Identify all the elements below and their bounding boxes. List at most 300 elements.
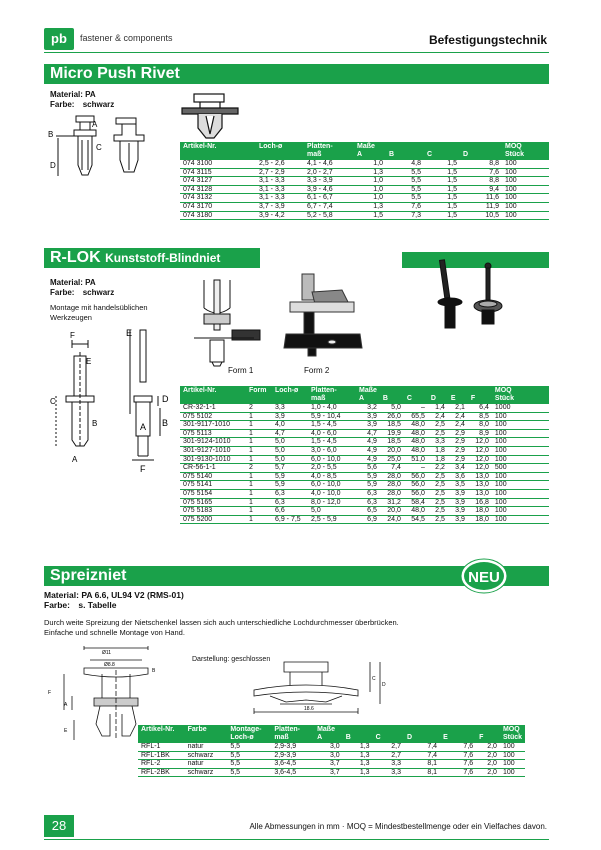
table-cell: 074 3128 xyxy=(180,185,256,194)
table-row xyxy=(180,515,549,524)
desc-line2: Einfache und schnelle Montage von Hand. xyxy=(44,628,185,637)
table-cell: 65,5 xyxy=(404,412,428,421)
table-cell: 1 xyxy=(246,498,272,507)
material-block-rlok xyxy=(50,278,114,298)
table-cell: 3,3 - 3,9 xyxy=(304,177,354,186)
table-cell: 19,9 xyxy=(380,429,404,438)
table-cell: 26,0 xyxy=(380,412,404,421)
col-header: D xyxy=(430,395,436,402)
new-badge xyxy=(460,558,508,594)
table-cell: 100 xyxy=(492,421,549,430)
dim-text-e: E xyxy=(64,728,68,734)
table-cell: 5,5 xyxy=(227,768,271,777)
table-cell: 5,9 - 10,4 xyxy=(308,412,356,421)
col-header: MOQ Stück xyxy=(502,142,549,160)
table-cell: 3,6-4,5 xyxy=(271,760,314,769)
dim-label-c: C xyxy=(96,143,102,152)
table-cell: 12,0 xyxy=(468,446,492,455)
table-cell: 100 xyxy=(500,768,525,777)
table-cell: 3,0 - 6,0 xyxy=(308,446,356,455)
table-cell: 100 xyxy=(492,481,549,490)
brand-logo: pb xyxy=(44,28,74,50)
section-title-text: Micro Push Rivet xyxy=(50,65,180,82)
dim-text-b: B xyxy=(152,668,156,674)
table-cell: 7,6 xyxy=(440,768,476,777)
table-cell: 074 3180 xyxy=(180,211,256,220)
table-cell: 2,5 xyxy=(428,481,448,490)
spreizniet-expanded-drawing xyxy=(250,652,420,722)
table-cell: 18,0 xyxy=(468,515,492,524)
table-row xyxy=(138,768,525,777)
material-value: PA xyxy=(85,278,96,287)
table-cell: 1,3 xyxy=(354,168,386,177)
table-cell: 3,6 xyxy=(448,472,468,481)
table-cell: 2 xyxy=(246,464,272,473)
table-cell: 2 xyxy=(246,404,272,412)
col-header: Loch-ø xyxy=(272,386,308,404)
table-cell: 48,0 xyxy=(404,421,428,430)
table-cell: 20,0 xyxy=(380,507,404,516)
table-cell: 100 xyxy=(502,194,549,203)
table-cell: RFL-1 xyxy=(138,743,185,751)
table-cell: 2,4 xyxy=(448,412,468,421)
table-cell: 1,5 xyxy=(424,194,460,203)
table-cell: 3,9 xyxy=(448,498,468,507)
table-cell: 1,4 xyxy=(428,404,448,412)
table-cell: 3,9 xyxy=(356,421,380,430)
dim-label-b: B xyxy=(92,419,98,428)
table-cell: 1,0 xyxy=(354,194,386,203)
table-cell: 1,5 - 4,5 xyxy=(308,438,356,447)
header-divider xyxy=(44,52,549,53)
table-cell: 100 xyxy=(500,743,525,751)
table-cell: 12,0 xyxy=(468,455,492,464)
rlok-table xyxy=(180,386,549,524)
table-cell: 8,8 xyxy=(460,160,502,168)
dim-label-e2: E xyxy=(126,328,133,338)
color-label: Farbe: xyxy=(50,100,75,109)
dim-text-d: D xyxy=(382,682,386,688)
table-cell: 8,5 xyxy=(468,412,492,421)
table-cell: 7,6 xyxy=(386,202,424,211)
table-row xyxy=(180,489,549,498)
table-cell: 8,8 xyxy=(460,177,502,186)
page-number: 28 xyxy=(44,815,74,837)
table-cell: natur xyxy=(185,760,228,769)
table-cell: 1 xyxy=(246,429,272,438)
table-row xyxy=(180,185,549,194)
table-cell: 3,1 - 3,3 xyxy=(256,177,304,186)
table-cell: 9,4 xyxy=(460,185,502,194)
table-cell: 2,5 xyxy=(428,472,448,481)
table-cell: 7,4 xyxy=(380,464,404,473)
section-title-big: R-LOK xyxy=(50,249,101,266)
table-cell: 5,5 xyxy=(227,743,271,751)
table-cell: 1 xyxy=(246,412,272,421)
table-cell: 48,0 xyxy=(404,438,428,447)
dim-label-b: B xyxy=(48,130,54,139)
table-cell: 2,0 xyxy=(476,743,500,751)
dim-text-a: A xyxy=(64,702,68,708)
rlok-form2-drawing xyxy=(272,272,368,370)
table-cell: CR-32-1-1 xyxy=(180,404,246,412)
table-cell: 3,3 xyxy=(373,768,404,777)
table-cell: 100 xyxy=(502,202,549,211)
dim-text-d88: Ø8.8 xyxy=(104,662,115,668)
col-header: Montage- Loch-ø xyxy=(227,725,271,743)
table-cell: 8,0 xyxy=(468,421,492,430)
dim-label-d: D xyxy=(162,394,169,404)
table-header-row xyxy=(180,386,549,404)
table-cell: schwarz xyxy=(185,751,228,760)
table-cell: 7,6 xyxy=(440,760,476,769)
table-cell: 5,7 xyxy=(272,464,308,473)
table-cell: 100 xyxy=(502,211,549,220)
table-cell: 7,6 xyxy=(440,743,476,751)
section-title-small: Kunststoff-Blindniet xyxy=(105,251,221,265)
table-cell: 3,4 xyxy=(448,464,468,473)
table-cell: 1,3 xyxy=(343,751,373,760)
col-header: Form xyxy=(246,386,272,404)
table-cell: 12,0 xyxy=(468,464,492,473)
table-cell: natur xyxy=(185,743,228,751)
rlok-note xyxy=(50,303,148,323)
spreizniet-description xyxy=(44,618,399,638)
col-header: E xyxy=(443,734,448,741)
table-cell: 3,0 xyxy=(314,751,343,760)
table-row xyxy=(180,464,549,473)
table-row xyxy=(180,412,549,421)
table-cell: 3,2 xyxy=(356,404,380,412)
table-cell: 1,0 - 4,0 xyxy=(308,404,356,412)
table-row xyxy=(180,160,549,168)
table-cell: 5,5 xyxy=(386,177,424,186)
table-cell: 5,9 xyxy=(356,481,380,490)
footer-note: Alle Abmessungen in mm · MOQ = Mindestbestellmenge oder ein Vielfaches davon. xyxy=(249,822,547,831)
table-cell: 8,1 xyxy=(404,768,440,777)
table-cell: 6,3 xyxy=(356,498,380,507)
table-cell: 074 3132 xyxy=(180,194,256,203)
col-header-group: Maße xyxy=(357,143,375,150)
table-cell: 100 xyxy=(502,168,549,177)
table-cell: 301-9127-1010 xyxy=(180,446,246,455)
brand-tagline: fastener & components xyxy=(80,33,173,43)
col-header: D xyxy=(407,734,413,741)
table-cell: RFL-2BK xyxy=(138,768,185,777)
table-cell: 1 xyxy=(246,438,272,447)
table-cell: 3,9 xyxy=(448,489,468,498)
col-header: Platten- maß xyxy=(271,725,314,743)
table-cell: 6,1 - 6,7 xyxy=(304,194,354,203)
table-cell: 6,3 xyxy=(272,498,308,507)
table-cell: 5,5 xyxy=(386,194,424,203)
col-header: Loch-ø xyxy=(256,142,304,160)
col-header: C xyxy=(406,395,412,402)
table-cell: 1,5 xyxy=(424,160,460,168)
table-cell: 48,0 xyxy=(404,446,428,455)
table-row xyxy=(180,498,549,507)
table-cell: 11,6 xyxy=(460,194,502,203)
micro-push-rivet-photo xyxy=(180,90,240,142)
table-cell: 7,4 xyxy=(404,743,440,751)
table-cell: 3,1 - 3,3 xyxy=(256,194,304,203)
table-cell: 6,5 xyxy=(356,507,380,516)
table-cell: 3,6-4,5 xyxy=(271,768,314,777)
table-row xyxy=(180,177,549,186)
dim-text-d11: Ø11 xyxy=(102,650,112,656)
table-cell: 1,3 xyxy=(343,743,373,751)
table-cell: 5,0 xyxy=(380,404,404,412)
table-cell: 4,9 xyxy=(356,438,380,447)
table-cell: 6,4 xyxy=(468,404,492,412)
dim-text-186: 18.6 xyxy=(304,706,314,712)
table-row xyxy=(180,211,549,220)
col-header: MOQ Stück xyxy=(500,725,525,743)
table-cell: 56,0 xyxy=(404,472,428,481)
col-header: E xyxy=(450,395,456,402)
table-cell: 074 3115 xyxy=(180,168,256,177)
section-title-text: Spreizniet xyxy=(50,567,127,584)
rlok-dimension-drawing xyxy=(48,322,180,474)
table-cell: 28,0 xyxy=(380,489,404,498)
table-cell: 075 5113 xyxy=(180,429,246,438)
table-row xyxy=(180,168,549,177)
dim-label-d: D xyxy=(50,161,56,170)
material-block-spreizniet xyxy=(44,590,184,610)
material-value: PA xyxy=(85,90,96,99)
table-row xyxy=(180,429,549,438)
table-cell: 3,9 xyxy=(448,515,468,524)
table-cell: 1,5 xyxy=(424,202,460,211)
table-cell: 100 xyxy=(492,472,549,481)
table-cell: 2,9-3,9 xyxy=(271,751,314,760)
table-header-row xyxy=(180,142,549,160)
table-cell: 24,0 xyxy=(380,515,404,524)
table-cell: 1,0 xyxy=(354,185,386,194)
table-cell: 3,9 xyxy=(272,412,308,421)
form1-caption: Form 1 xyxy=(228,366,254,375)
table-cell: 12,0 xyxy=(468,438,492,447)
col-header: B xyxy=(389,151,395,158)
table-cell: 18,5 xyxy=(380,421,404,430)
table-cell: 5,0 xyxy=(308,507,356,516)
table-cell: schwarz xyxy=(185,768,228,777)
table-cell: 3,3 xyxy=(272,404,308,412)
col-header: Farbe xyxy=(185,725,228,743)
table-cell: 075 5183 xyxy=(180,507,246,516)
col-header: Platten- maß xyxy=(308,386,356,404)
table-cell: 100 xyxy=(492,515,549,524)
table-cell: 4,0 xyxy=(272,421,308,430)
color-label: Farbe: xyxy=(50,288,75,297)
table-cell: 6,7 - 7,4 xyxy=(304,202,354,211)
table-cell: 3,9 xyxy=(356,412,380,421)
table-cell: 7,4 xyxy=(404,751,440,760)
table-cell: 1,3 xyxy=(343,768,373,777)
col-header: Artikel-Nr. xyxy=(180,142,256,160)
table-cell: 16,8 xyxy=(468,498,492,507)
table-cell: 3,7 xyxy=(314,760,343,769)
col-header: MOQ Stück xyxy=(492,386,549,404)
table-cell: 3,9 - 4,6 xyxy=(304,185,354,194)
table-cell: 5,5 xyxy=(227,751,271,760)
table-cell: 1,5 - 4,5 xyxy=(308,421,356,430)
material-block xyxy=(50,90,114,110)
dim-label-a2: A xyxy=(140,422,147,432)
table-cell: RFL-1BK xyxy=(138,751,185,760)
table-cell: 56,0 xyxy=(404,489,428,498)
col-header: C xyxy=(427,151,433,158)
table-cell: 25,0 xyxy=(380,455,404,464)
table-cell: 1 xyxy=(246,507,272,516)
table-cell: 2,4 xyxy=(428,412,448,421)
dim-text-c: C xyxy=(372,676,376,682)
table-cell: 5,5 xyxy=(227,760,271,769)
table-cell: 075 5154 xyxy=(180,489,246,498)
table-cell: 8,1 xyxy=(404,760,440,769)
dim-label-f2: F xyxy=(140,464,146,474)
drawing-label: Darstellung: geschlossen xyxy=(192,656,271,663)
table-cell: 2,7 xyxy=(373,751,404,760)
table-cell: – xyxy=(404,404,428,412)
table-cell: 3,7 - 3,9 xyxy=(256,202,304,211)
table-cell: 56,0 xyxy=(404,481,428,490)
table-cell: 3,1 - 3,3 xyxy=(256,185,304,194)
table-row xyxy=(180,507,549,516)
col-header: C xyxy=(375,734,381,741)
table-row xyxy=(138,751,525,760)
table-cell: 1,5 xyxy=(354,211,386,220)
table-row xyxy=(138,760,525,769)
section-title-r-lok xyxy=(44,248,260,268)
color-value: schwarz xyxy=(82,288,115,297)
table-cell: 54,5 xyxy=(404,515,428,524)
table-cell: 13,0 xyxy=(468,489,492,498)
material-label: Material: xyxy=(50,90,83,99)
table-cell: 4,8 xyxy=(386,160,424,168)
table-row xyxy=(180,472,549,481)
table-cell: 1,8 xyxy=(428,446,448,455)
table-row xyxy=(180,194,549,203)
table-cell: 075 5165 xyxy=(180,498,246,507)
table-cell: 1 xyxy=(246,455,272,464)
dim-label-b2: B xyxy=(162,418,169,428)
table-cell: 100 xyxy=(502,177,549,186)
table-cell: 1,5 xyxy=(424,185,460,194)
table-cell: 1 xyxy=(246,446,272,455)
table-cell: 7,6 xyxy=(440,751,476,760)
table-cell: 4,0 - 6,0 xyxy=(308,429,356,438)
table-cell: 100 xyxy=(492,438,549,447)
table-cell: 2,7 - 2,9 xyxy=(256,168,304,177)
table-cell: 3,7 xyxy=(314,768,343,777)
page-category: Befestigungstechnik xyxy=(428,33,547,47)
table-cell: 100 xyxy=(492,455,549,464)
table-cell: 48,0 xyxy=(404,507,428,516)
dim-label-f: F xyxy=(70,331,75,340)
table-cell: 2,0 - 5,5 xyxy=(308,464,356,473)
col-header-group: Maße xyxy=(359,387,377,394)
table-cell: 2,0 xyxy=(476,768,500,777)
table-cell: 100 xyxy=(502,160,549,168)
col-header: F xyxy=(470,395,476,402)
rlok-form1-drawing xyxy=(184,278,264,368)
table-cell: 074 3170 xyxy=(180,202,256,211)
table-cell: 074 3100 xyxy=(180,160,256,168)
table-cell: 1,0 xyxy=(354,177,386,186)
table-cell: 5,0 xyxy=(272,455,308,464)
table-cell: 1,0 xyxy=(354,160,386,168)
desc-line1: Durch weite Spreizung der Nietschenkel lassen sich auch unterschiedliche Lochdurchmesser überbrücken. xyxy=(44,618,399,627)
material-label: Material: xyxy=(44,590,79,600)
table-cell: 6,9 xyxy=(356,515,380,524)
table-cell: 28,0 xyxy=(380,481,404,490)
table-cell: 4,0 - 10,0 xyxy=(308,489,356,498)
table-cell: 301-9130-1010 xyxy=(180,455,246,464)
col-header: A xyxy=(317,734,323,741)
table-cell: 6,0 - 10,0 xyxy=(308,455,356,464)
table-cell: 2,5 xyxy=(428,489,448,498)
col-header: B xyxy=(345,734,351,741)
table-cell: 2,0 - 2,7 xyxy=(304,168,354,177)
table-cell: 5,6 xyxy=(356,464,380,473)
table-cell: 1 xyxy=(246,489,272,498)
table-cell: 500 xyxy=(492,464,549,473)
table-row xyxy=(180,481,549,490)
table-cell: 2,0 xyxy=(476,751,500,760)
form2-caption: Form 2 xyxy=(304,366,330,375)
table-cell: 2,4 xyxy=(448,421,468,430)
table-cell: 100 xyxy=(492,429,549,438)
table-cell: 075 5141 xyxy=(180,481,246,490)
table-cell: 1,5 xyxy=(424,177,460,186)
table-cell: 3,9 xyxy=(448,507,468,516)
table-cell: 13,0 xyxy=(468,472,492,481)
table-cell: 1,8 xyxy=(428,455,448,464)
dim-label-a: A xyxy=(92,120,98,129)
table-cell: 1000 xyxy=(492,404,549,412)
table-cell: 3,0 xyxy=(314,743,343,751)
table-cell: 58,4 xyxy=(404,498,428,507)
table-row xyxy=(180,421,549,430)
col-header: A xyxy=(359,395,365,402)
col-header: Artikel-Nr. xyxy=(138,725,185,743)
micro-push-rivet-drawing xyxy=(44,110,154,190)
table-cell: 2,5 xyxy=(428,421,448,430)
table-cell: 100 xyxy=(492,446,549,455)
table-cell: 2,0 xyxy=(476,760,500,769)
col-header: D xyxy=(463,151,469,158)
table-row xyxy=(180,438,549,447)
table-cell: 6,3 xyxy=(356,489,380,498)
table-cell: 1,3 xyxy=(354,202,386,211)
table-cell: 4,9 xyxy=(356,446,380,455)
table-cell: 100 xyxy=(492,507,549,516)
table-cell: 100 xyxy=(500,751,525,760)
table-cell: 20,0 xyxy=(380,446,404,455)
color-label: Farbe: xyxy=(44,600,70,610)
table-cell: 5,5 xyxy=(386,168,424,177)
table-row xyxy=(180,446,549,455)
table-cell: 100 xyxy=(502,185,549,194)
table-cell: 4,0 - 8,5 xyxy=(308,472,356,481)
table-cell: 075 5102 xyxy=(180,412,246,421)
material-label: Material: xyxy=(50,278,83,287)
table-cell: 1 xyxy=(246,481,272,490)
table-cell: 5,5 xyxy=(386,185,424,194)
table-cell: 3,5 xyxy=(448,481,468,490)
color-value: s. Tabelle xyxy=(78,600,117,610)
